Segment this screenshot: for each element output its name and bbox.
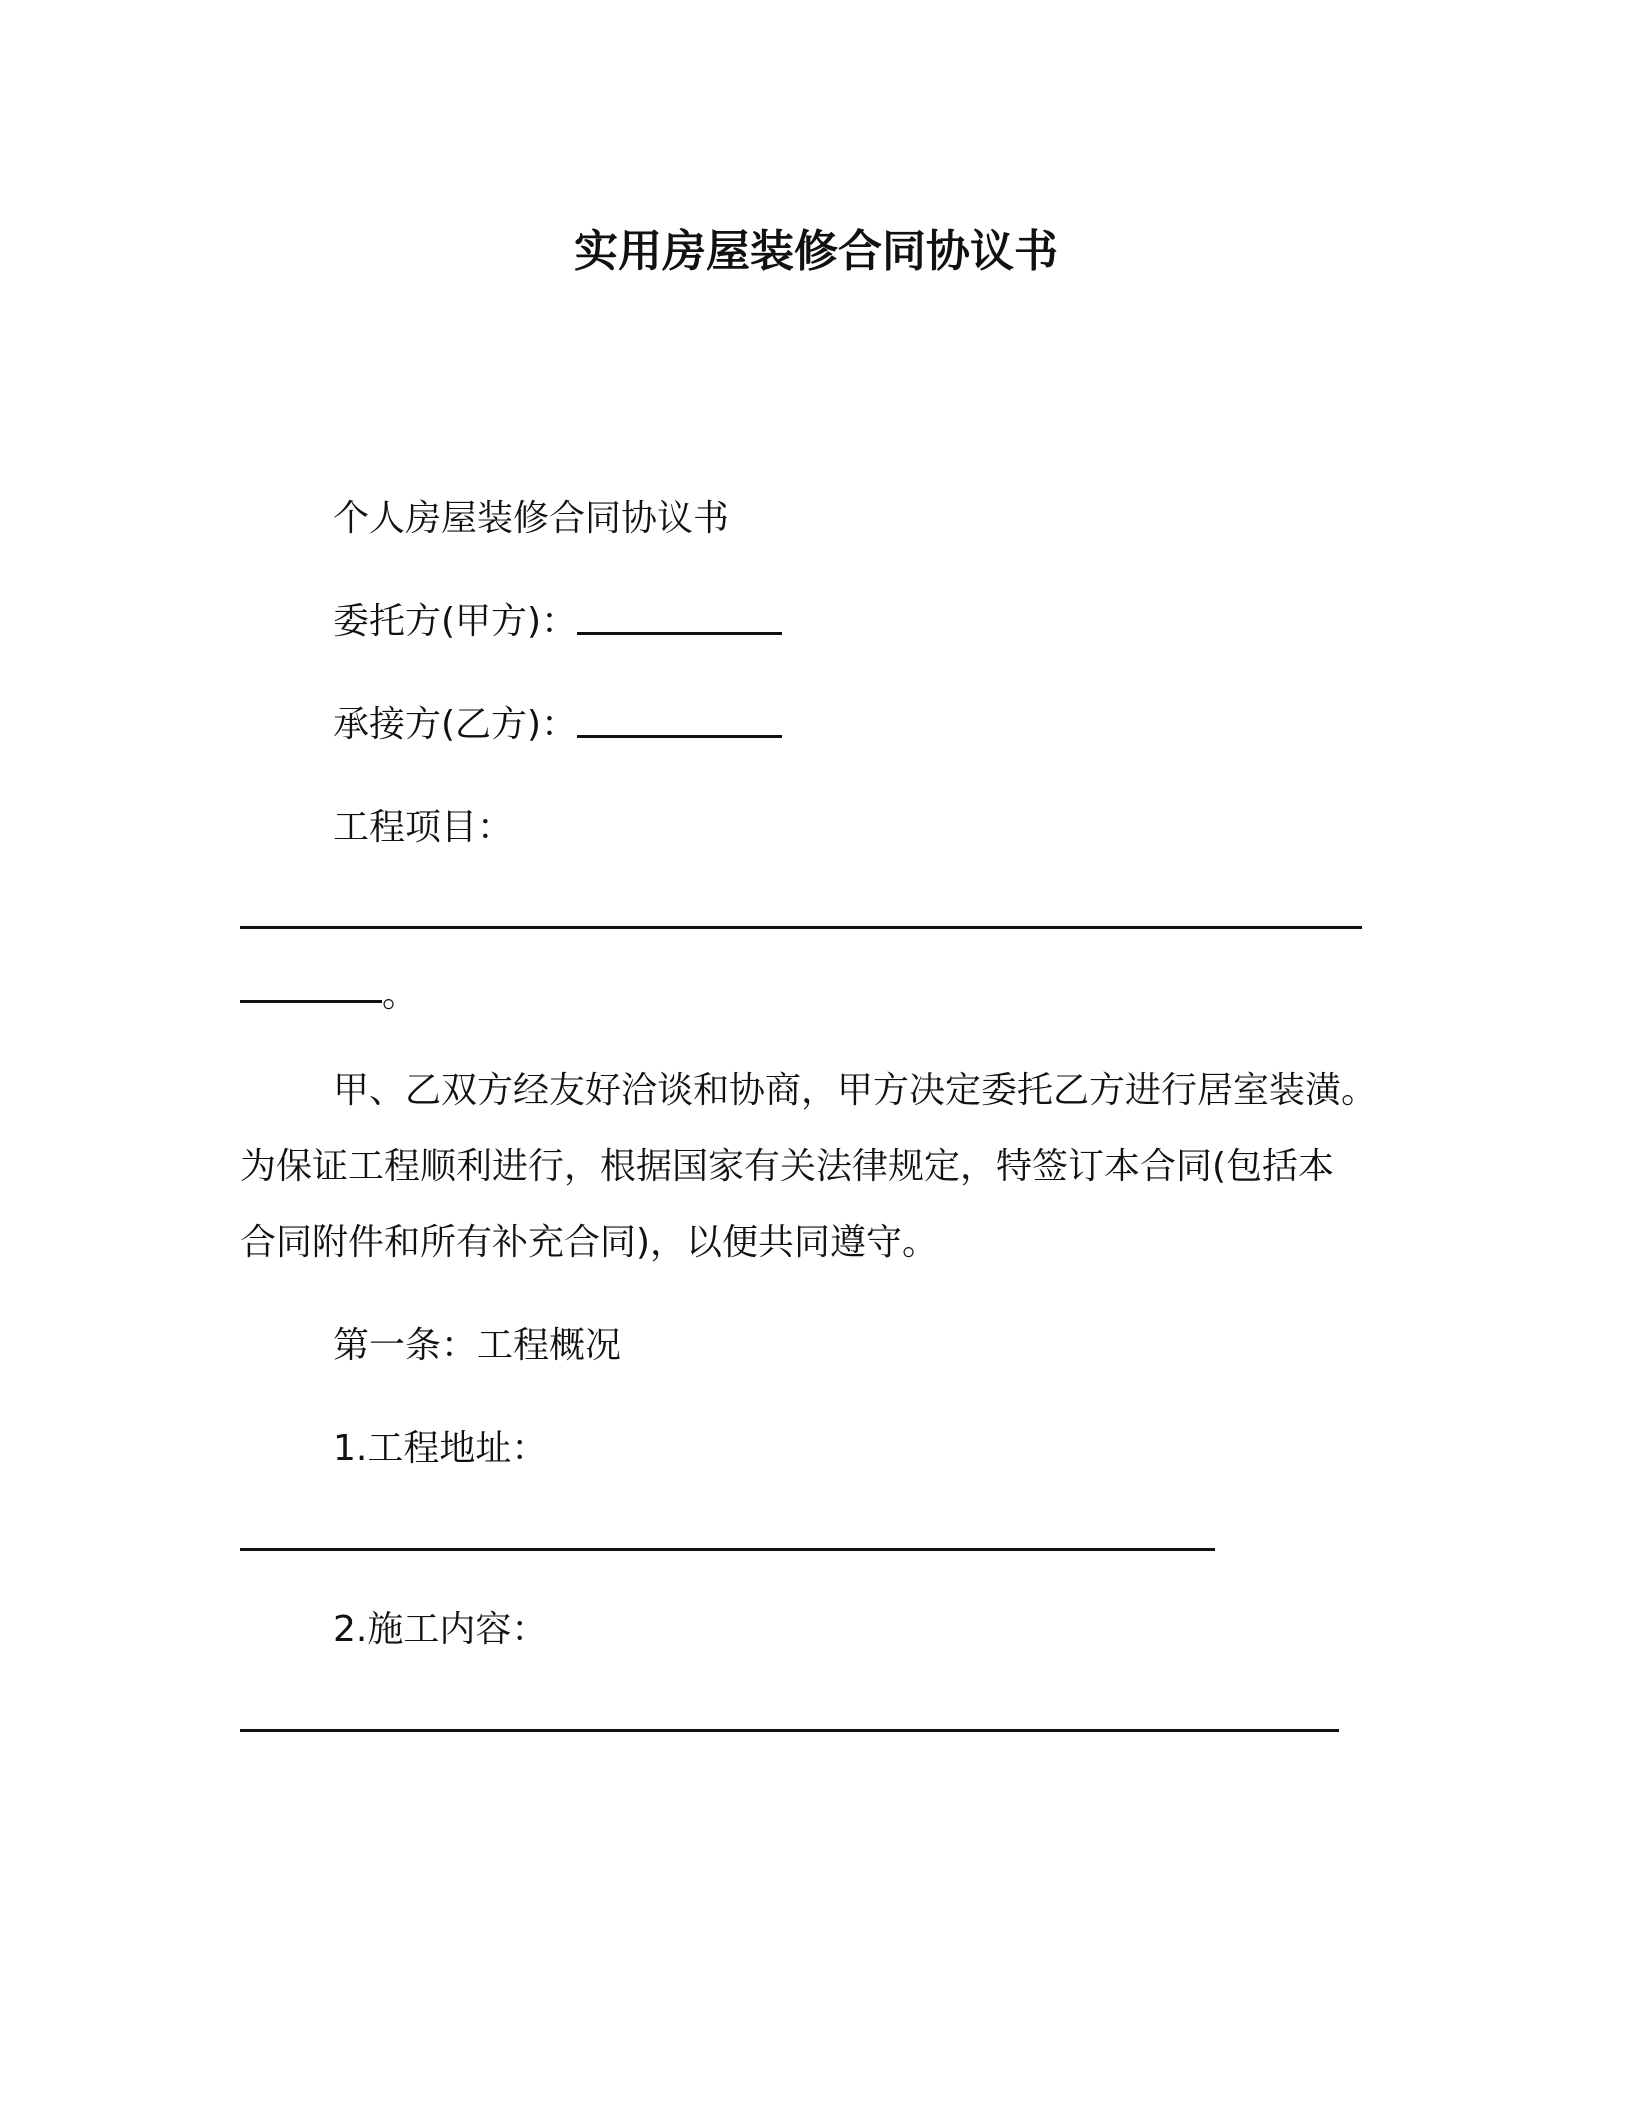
item-1-label: 1.工程地址： xyxy=(333,1428,548,1469)
party-a-line xyxy=(333,597,782,647)
content-blank-rule xyxy=(240,1729,1339,1732)
article-1-heading: 第一条：工程概况 xyxy=(333,1325,622,1366)
preamble-line-1: 甲、乙双方经友好洽谈和协商，甲方决定委托乙方进行居室装潢。 xyxy=(333,1070,1378,1111)
party-b-blank xyxy=(577,735,782,738)
project-end-mark: 。 xyxy=(382,974,419,1015)
document-title: 实用房屋装修合同协议书 xyxy=(574,226,1058,277)
project-blank-rule-1 xyxy=(240,926,1362,929)
document-subtitle: 个人房屋装修合同协议书 xyxy=(333,498,730,539)
project-blank-rule-2 xyxy=(240,1000,382,1003)
party-b-line xyxy=(333,700,782,750)
project-label: 工程项目： xyxy=(333,807,514,848)
preamble-line-3: 合同附件和所有补充合同)，以便共同遵守。 xyxy=(240,1222,939,1263)
item-2-label: 2.施工内容： xyxy=(333,1609,548,1650)
address-blank-rule xyxy=(240,1548,1215,1551)
party-a-blank xyxy=(577,632,782,635)
party-a-label: 委托方(甲方)： xyxy=(333,601,578,642)
party-b-label: 承接方(乙方)： xyxy=(333,704,578,745)
preamble-line-2: 为保证工程顺利进行，根据国家有关法律规定，特签订本合同(包括本 xyxy=(240,1146,1335,1187)
